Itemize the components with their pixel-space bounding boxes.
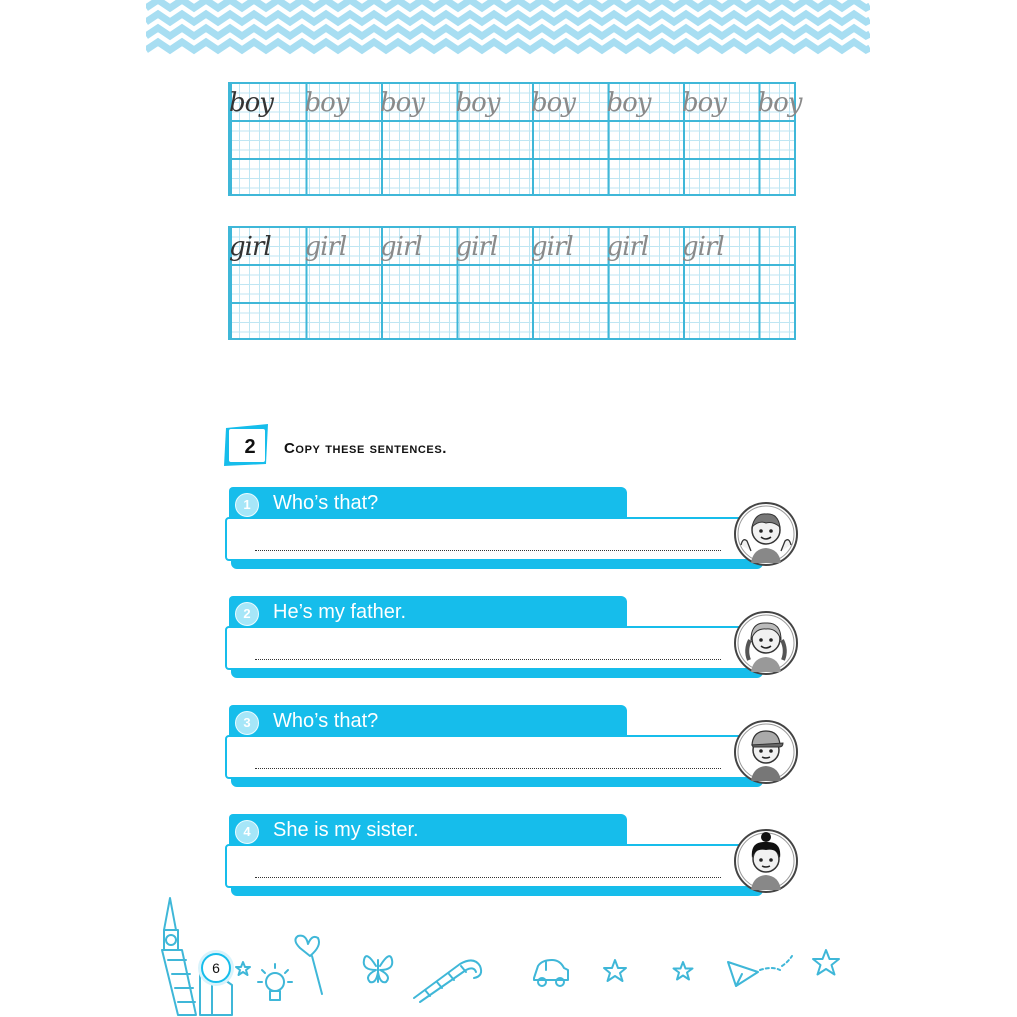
answer-writing-line [255, 550, 721, 551]
answer-writing-line [255, 659, 721, 660]
tracing-word: boy [606, 88, 651, 118]
girl-pigtails-icon [733, 610, 799, 676]
star-icon [813, 950, 839, 975]
sentence-number: 2 [235, 602, 259, 626]
page-number: 6 [201, 953, 231, 983]
tracing-word: boy [757, 88, 802, 118]
star-icon [674, 962, 693, 980]
boy-cap-icon [733, 719, 799, 785]
tracing-word: girl [229, 232, 271, 262]
answer-box[interactable] [225, 626, 755, 670]
lollipop-icon [295, 936, 322, 994]
sentence-item [225, 596, 805, 682]
light-bulb-icon [258, 964, 292, 1000]
tracing-word: girl [304, 232, 347, 262]
tracing-word: girl [380, 232, 422, 262]
sentence-item [225, 705, 805, 791]
answer-writing-line [255, 768, 721, 769]
answer-box[interactable] [225, 844, 755, 888]
sentence-item [225, 814, 805, 900]
tracing-word: girl [531, 232, 573, 262]
sentence-number: 3 [235, 711, 259, 735]
tracing-word: boy [304, 88, 349, 118]
tracing-word: boy [455, 88, 500, 118]
tracing-word: boy [682, 88, 726, 118]
tracing-grid-boy [228, 82, 802, 196]
tracing-word: girl [682, 232, 724, 262]
sentence-number: 1 [235, 493, 259, 517]
section-number: 2 [244, 436, 256, 458]
answer-box[interactable] [225, 517, 755, 561]
sentence-text: She is my sister. [273, 819, 419, 841]
tracing-word: boy [531, 88, 575, 118]
sentence-text: Who’s that? [273, 492, 379, 514]
zigzag-border [146, 0, 870, 62]
star-icon [236, 962, 250, 975]
sentence-number: 4 [235, 820, 259, 844]
tracing-word: girl [455, 232, 498, 262]
tracing-words-boy [229, 88, 802, 124]
answer-box[interactable] [225, 735, 755, 779]
butterfly-icon [364, 956, 393, 982]
tracing-grid-girl [228, 226, 796, 340]
sentence-text: He’s my father. [273, 601, 407, 623]
tracing-word: boy [380, 88, 424, 118]
tracing-word: boy [229, 88, 273, 118]
star-icon [604, 960, 626, 981]
section-title: Copy these sentences. [284, 440, 448, 457]
tracing-words-girl [230, 232, 794, 268]
sentence-item [225, 487, 805, 573]
answer-writing-line [255, 877, 721, 878]
boy-waving-icon [733, 501, 799, 567]
paper-plane-icon [728, 956, 792, 986]
footer-doodles [0, 890, 1017, 1017]
girl-bun-icon [733, 828, 799, 894]
car-icon [534, 960, 568, 986]
sentence-text: Who’s that? [273, 710, 379, 732]
candy-cane-icon [414, 960, 481, 1002]
tracing-word: girl [606, 232, 649, 262]
